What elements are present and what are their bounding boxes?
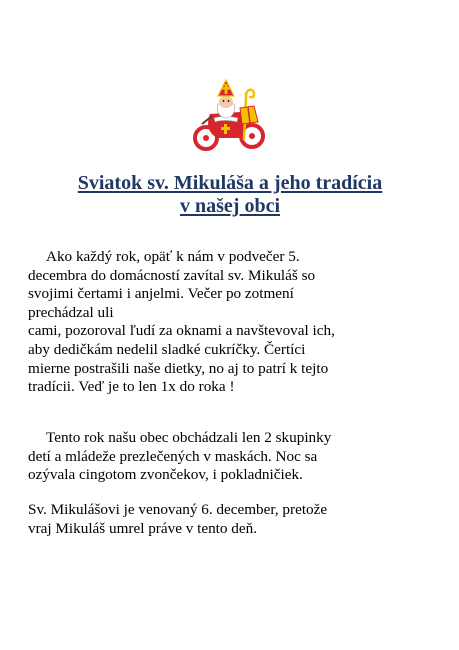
paragraph-line: detí a mládeže prezlečených v maskách. Noc sa	[28, 447, 318, 465]
paragraph-line: ozývala cingotom zvončekov, i pokladničiek.	[28, 466, 303, 484]
saint-nicholas-clipart-icon	[188, 78, 270, 152]
paragraph-line: prechádzal uli	[28, 303, 114, 321]
paragraph-1	[28, 248, 428, 397]
paragraph-line: Ako každý rok, opäť k nám v podvečer 5.	[46, 248, 300, 265]
paragraph-line: cami, pozoroval ľudí za oknami a navštevoval ich,	[28, 322, 335, 340]
title-line-2: v našej obci	[180, 195, 280, 217]
paragraph-line: decembra do domácností zavítal sv. Mikuláš so	[28, 266, 316, 284]
paragraph-line: svojimi čertami i anjelmi. Večer po zotmení	[28, 285, 294, 303]
paragraph-2	[28, 429, 428, 485]
paragraph-line: mierne postrašili naše dietky, no aj to patrí k tejto	[28, 359, 329, 377]
paragraph-line: aby dedičkám nedelil sladké cukríčky. Čertíci	[28, 340, 306, 358]
article-title	[40, 172, 420, 218]
paragraph-line: tradícii. Veď je to len 1x do roka !	[28, 378, 235, 396]
title-line-1: Sviatok sv. Mikuláša a jeho tradícia	[77, 172, 383, 194]
paragraph-line: vraj Mikuláš umrel práve v tento deň.	[28, 519, 258, 537]
paragraph-3	[28, 501, 428, 538]
paragraph-line: Tento rok našu obec obchádzali len 2 skupinky	[46, 429, 332, 446]
paragraph-line: Sv. Mikulášovi je venovaný 6. december, pretože	[28, 501, 328, 518]
